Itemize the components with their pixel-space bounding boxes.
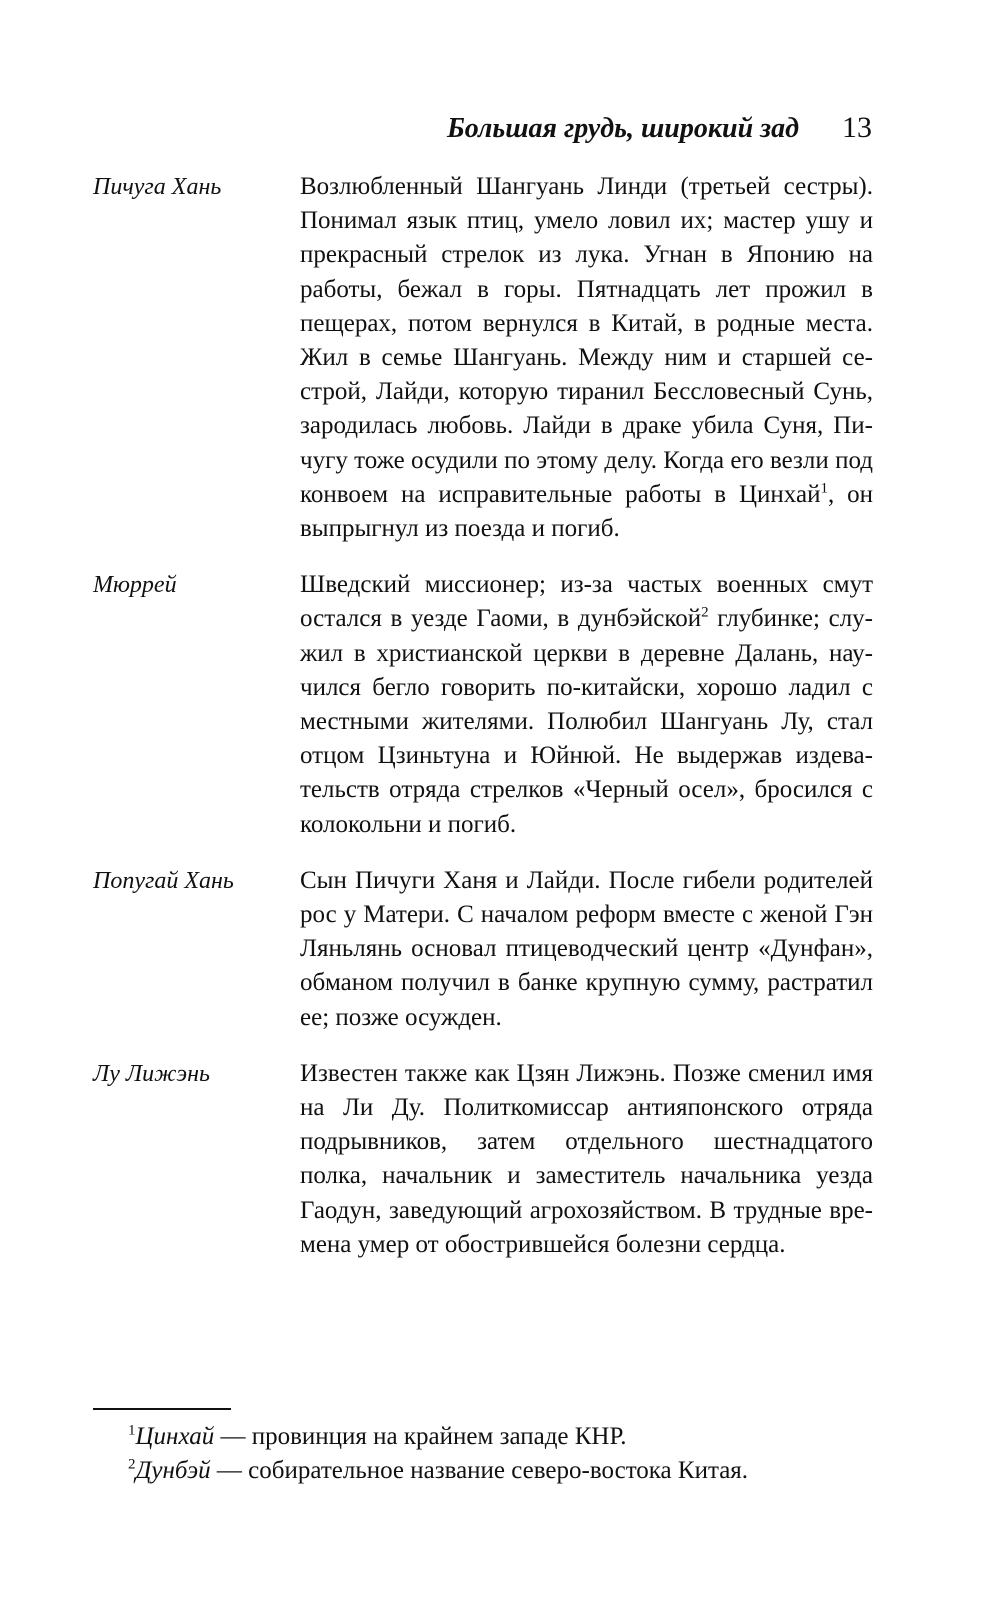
footnote-text: — провинция на крайнем западе КНР. — [214, 1423, 627, 1450]
character-entry — [93, 170, 873, 546]
footnote-text: — собирательное название северо-востока Китая. — [210, 1457, 749, 1484]
character-description: Сын Пичуги Ханя и Лайди. После гибели родителей рос у Матери. С началом реформ вместе с женой Гэн Ляньлянь основал птицеводческий центр «Дунфан», обманом получил в банке крупную сумму, растратил ее; позже осужден. — [300, 866, 873, 1031]
footnote-mark: 2 — [128, 1456, 136, 1473]
footnote-ref: 1 — [820, 480, 828, 497]
footnotes — [128, 1420, 888, 1488]
character-entry — [93, 568, 873, 842]
footnote — [128, 1420, 888, 1454]
footnote-term: Дунбэй — [135, 1457, 211, 1484]
description-text: Возлюбленный Шангуань Линди (третьей сестры). Понимал язык птиц, умело ловил их; мастер ушу и прекрасный стрелок из лука. Угнан в Японию на работы, бежал в горы. Пятнадцать лет прожил в пещерах, потом вернулся в Китай, в родные места. Жил в семье Шангуань. Между ним и старшей сестрой, Лайди, которую тиранил Бессловесный Сунь, зародилась любовь. Лайди в драке убила Суня, Пичугу тоже осудили по этому делу. Когда его везли под конвоем на исправительные работы в Цинхай — [300, 173, 873, 508]
description-text-continued: глубинке; служил в христианской церкви в деревне Далань, научился бегло говорить по-китайски, хорошо ладил с местными жителями. Полюбил Шангуань Лу, стал отцом Цзиньтуна и Юйнюй. Не выдержав издевательств отряда стрелков «Черный осел», бросился с колокольни и погиб. — [300, 605, 873, 838]
running-header — [0, 108, 872, 149]
footnote-divider — [93, 1408, 231, 1410]
footnote-ref: 2 — [701, 605, 709, 622]
character-list — [93, 170, 873, 1284]
character-name: Мюррей — [93, 572, 177, 599]
description-text-continued: , он выпрыгнул из поезда и погиб. — [300, 480, 873, 543]
character-name: Пичуга Хань — [93, 174, 222, 200]
footnote — [128, 1454, 888, 1488]
character-entry — [93, 864, 873, 1035]
page-number: 13 — [842, 111, 872, 144]
footnote-mark: 1 — [128, 1422, 136, 1439]
footnote-term: Цинхай — [135, 1423, 215, 1450]
character-description: Известен также как Цзян Лижэнь. Позже сменил имя на Ли Ду. Политкомиссар антияпонского отряда подрывников, затем отдельного шестнадцатого полка, начальник и заместитель начальника уезда Гаодун, заведующий агрохозяйством. В трудные времена умер от обострившейся болезни сердца. — [300, 1059, 873, 1258]
character-entry — [93, 1057, 873, 1262]
character-name: Лу Лижэнь — [93, 1060, 210, 1087]
book-title: Большая грудь, широкий зад — [446, 113, 799, 144]
character-description — [300, 568, 873, 842]
character-description — [300, 170, 873, 546]
character-name: Попугай Хань — [93, 867, 234, 894]
description-text: Шведский миссионер; из-за частых военных смут остался в уезде Гаоми, в дунбэйской — [300, 571, 873, 633]
